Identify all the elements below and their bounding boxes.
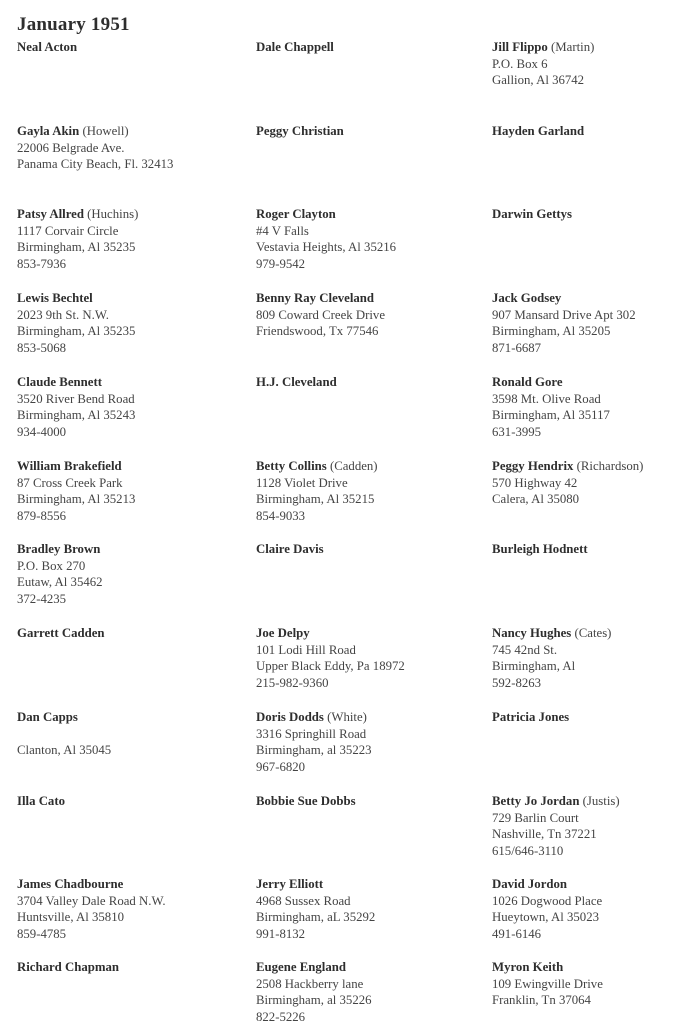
directory-entry [492,290,677,356]
entry-name-line [17,123,247,140]
address-line: 822-5226 [256,1009,306,1024]
directory-entry [256,39,486,56]
entry-name-line [492,206,677,223]
address-line: 879-8556 [17,508,67,523]
maiden-name: (Richardson) [576,459,644,473]
address-line: Birmingham, Al 35205 [492,324,611,339]
address-line: 4968 Sussex Road [256,893,351,908]
address-line: Birmingham, Al 35117 [492,408,610,423]
entry-name-line [492,959,677,976]
address-line: Birmingham, Al [492,659,576,674]
address-line: Birmingham, Al 35235 [17,240,136,255]
address-line: 853-7936 [17,256,67,271]
entry-name-line [492,541,677,558]
directory-entry [17,876,247,942]
address-line: 3316 Springhill Road [256,726,367,741]
person-name: H.J. Cleveland [256,375,337,389]
directory-entry [17,374,247,440]
person-name: Richard Chapman [17,960,120,974]
address-line: 372-4235 [17,591,67,606]
entry-name-line [256,876,486,893]
person-name: Bradley Brown [17,542,101,556]
directory-entry [492,458,677,508]
address-line: Birmingham, al 35223 [256,743,372,758]
entry-name-line [492,709,677,726]
address-line: 1026 Dogwood Place [492,893,603,908]
person-name: Roger Clayton [256,207,336,221]
person-name: Claude Bennett [17,375,102,389]
address-line: 979-9542 [256,256,306,271]
maiden-name: (White) [327,710,367,724]
directory-entry [492,206,677,223]
address-line: 871-6687 [492,340,542,355]
address-line: 853-5068 [17,340,67,355]
address-line: Hueytown, Al 35023 [492,910,599,925]
entry-name-line [492,793,677,810]
directory-entry [256,709,486,775]
address-line: 22006 Belgrade Ave. [17,140,125,155]
address-line: P.O. Box 270 [17,558,86,573]
person-name: Dan Capps [17,710,78,724]
address-line: 991-8132 [256,926,306,941]
entry-name-line [17,458,247,475]
person-name: Burleigh Hodnett [492,542,588,556]
address-line: 491-6146 [492,926,542,941]
directory-entry [492,374,677,440]
entry-name-line [256,541,486,558]
address-line: P.O. Box 6 [492,56,548,71]
address-line: 3520 River Bend Road [17,391,135,406]
entry-name-line [256,39,486,56]
entry-name-line [17,290,247,307]
directory-entry [256,458,486,524]
address-line: Friendswood, Tx 77546 [256,324,379,339]
maiden-name: (Justis) [582,794,620,808]
directory-entry [492,793,677,859]
entry-name-line [17,39,247,56]
directory-entry [256,123,486,140]
directory-entry [256,959,486,1025]
person-name: Benny Ray Cleveland [256,291,375,305]
address-line: 729 Barlin Court [492,810,579,825]
person-name: Neal Acton [17,40,78,54]
entry-name-line [492,123,677,140]
person-name: Dale Chappell [256,40,334,54]
address-line: Birmingham, Al 35215 [256,492,375,507]
address-line: Nashville, Tn 37221 [492,827,597,842]
entry-name-line [17,876,247,893]
address-line: Gallion, Al 36742 [492,73,585,88]
address-line: 570 Highway 42 [492,475,578,490]
entry-name-line [256,959,486,976]
person-name: Nancy Hughes [492,626,572,640]
address-line: Franklin, Tn 37064 [492,993,591,1008]
address-line: 3598 Mt. Olive Road [492,391,601,406]
page-title: January 1951 [17,14,130,35]
person-name: Betty Collins [256,459,327,473]
person-name: Jack Godsey [492,291,562,305]
entry-name-line [492,458,677,475]
address-line: Birmingham, Al 35243 [17,408,136,423]
directory-entry [256,625,486,691]
directory-entry [17,123,247,173]
directory-entry [492,625,677,691]
address-line: Panama City Beach, Fl. 32413 [17,157,174,172]
person-name: William Brakefield [17,459,122,473]
directory-entry [492,959,677,1009]
address-line: 592-8263 [492,675,542,690]
directory-entry [17,290,247,356]
person-name: Myron Keith [492,960,564,974]
address-line: 967-6820 [256,759,306,774]
person-name: Peggy Hendrix [492,459,574,473]
directory-entry [17,793,247,810]
address-line: 1128 Violet Drive [256,475,348,490]
entry-name-line [492,625,677,642]
directory-entry [256,206,486,272]
person-name: Jill Flippo [492,40,548,54]
directory-entry [492,39,677,89]
entry-name-line [256,625,486,642]
maiden-name: (Cates) [574,626,612,640]
address-line: 615/646-3110 [492,843,564,858]
entry-name-line [256,793,486,810]
person-name: Garrett Cadden [17,626,105,640]
address-line: Birmingham, al 35226 [256,993,372,1008]
address-line: Birmingham, Al 35235 [17,324,136,339]
entry-name-line [256,458,486,475]
person-name: Gayla Akin [17,124,80,138]
address-line: Calera, Al 35080 [492,492,580,507]
entry-name-line [17,709,247,726]
person-name: Joe Delpy [256,626,310,640]
directory-entry [492,876,677,942]
maiden-name: (Cadden) [329,459,378,473]
directory-entry [256,290,486,340]
directory-entry [256,374,486,391]
address-line: 809 Coward Creek Drive [256,307,385,322]
address-line: 745 42nd St. [492,642,558,657]
person-name: Illa Cato [17,794,65,808]
directory-entry [492,123,677,140]
address-line: Birmingham, Al 35213 [17,492,136,507]
entry-name-line [256,290,486,307]
directory-entry [17,709,247,759]
address-line: 87 Cross Creek Park [17,475,123,490]
person-name: David Jordon [492,877,568,891]
directory-entry [17,959,247,976]
directory-entry [17,625,247,642]
person-name: Patricia Jones [492,710,570,724]
entry-name-line [256,123,486,140]
address-line: 1117 Corvair Circle [17,223,119,238]
directory-entry [17,39,247,56]
maiden-name: (Martin) [551,40,595,54]
person-name: Jerry Elliott [256,877,324,891]
entry-name-line [17,374,247,391]
address-line: 907 Mansard Drive Apt 302 [492,307,636,322]
directory-entry [256,793,486,810]
person-name: Ronald Gore [492,375,563,389]
directory-entry [256,541,486,558]
address-line: 109 Ewingville Drive [492,976,603,991]
address-line: Vestavia Heights, Al 35216 [256,240,397,255]
entry-name-line [492,39,677,56]
address-line: 215-982-9360 [256,675,329,690]
address-line: 631-3995 [492,424,542,439]
address-line: 101 Lodi Hill Road [256,642,356,657]
address-line: 3704 Valley Dale Road N.W. [17,893,166,908]
directory-entry [256,876,486,942]
entry-name-line [17,959,247,976]
entry-name-line [256,206,486,223]
person-name: Lewis Bechtel [17,291,93,305]
entry-name-line [256,374,486,391]
person-name: Doris Dodds [256,710,324,724]
directory-entry [492,541,677,558]
person-name: Hayden Garland [492,124,585,138]
entry-name-line [17,206,247,223]
directory-entry [17,541,247,607]
address-line: 934-4000 [17,424,67,439]
address-line [17,726,247,743]
person-name: Darwin Gettys [492,207,572,221]
address-line: 2023 9th St. N.W. [17,307,109,322]
address-line: 854-9033 [256,508,306,523]
entry-name-line [17,541,247,558]
entry-name-line [492,876,677,893]
person-name: Bobbie Sue Dobbs [256,794,356,808]
directory-entry [17,458,247,524]
address-line: #4 V Falls [256,223,309,238]
entry-name-line [17,625,247,642]
address-line: Clanton, Al 35045 [17,743,112,758]
address-line: Birmingham, aL 35292 [256,910,376,925]
address-line: 859-4785 [17,926,67,941]
address-line: Huntsville, Al 35810 [17,910,124,925]
directory-entry [17,206,247,272]
address-line: Upper Black Eddy, Pa 18972 [256,659,405,674]
maiden-name: (Howell) [82,124,129,138]
person-name: James Chadbourne [17,877,124,891]
entry-name-line [256,709,486,726]
address-line: Eutaw, Al 35462 [17,575,103,590]
entry-name-line [492,290,677,307]
entry-name-line [17,793,247,810]
directory-entry [492,709,677,726]
address-line: 2508 Hackberry lane [256,976,364,991]
person-name: Peggy Christian [256,124,344,138]
person-name: Betty Jo Jordan [492,794,580,808]
person-name: Claire Davis [256,542,324,556]
maiden-name: (Huchins) [87,207,139,221]
person-name: Patsy Allred [17,207,84,221]
person-name: Eugene England [256,960,346,974]
entry-name-line [492,374,677,391]
